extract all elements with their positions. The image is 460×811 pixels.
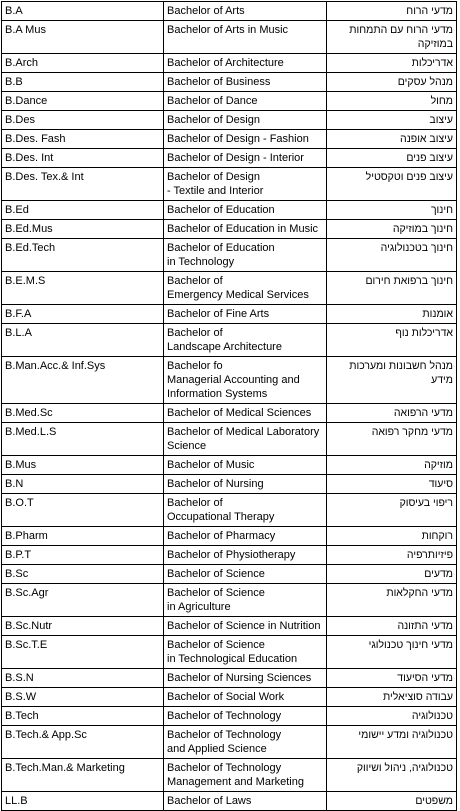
english-name-cell: Bachelor of Science <box>164 565 327 584</box>
english-name-cell: Bachelor of Fine Arts <box>164 305 327 324</box>
hebrew-name-cell: מדעי חינוך טכנולוגי <box>327 636 457 669</box>
english-name-cell: Bachelor of Technology and Applied Science <box>164 726 327 759</box>
table-row <box>2 92 457 111</box>
hebrew-name-cell: עבודה סוציאלית <box>327 688 457 707</box>
table-row <box>2 2 457 21</box>
table-row <box>2 357 457 404</box>
abbreviation-cell: B.Des. Int <box>2 149 164 168</box>
english-name-cell: Bachelor fo Managerial Accounting and Information Systems <box>164 357 327 404</box>
english-name-cell: Bachelor of Design <box>164 111 327 130</box>
table-row <box>2 792 457 811</box>
table-row <box>2 130 457 149</box>
hebrew-name-cell: מחול <box>327 92 457 111</box>
english-name-cell: Bachelor of Design - Interior <box>164 149 327 168</box>
table-row <box>2 239 457 272</box>
hebrew-name-cell: עיצוב פנים וטקסטיל <box>327 168 457 201</box>
english-name-cell: Bachelor of Technology Management and Marketing <box>164 759 327 792</box>
table-row <box>2 726 457 759</box>
abbreviation-cell: B.Sc.Nutr <box>2 617 164 636</box>
hebrew-name-cell: טכנולוגיה, ניהול ושיווק <box>327 759 457 792</box>
abbreviation-cell: B.Man.Acc.& Inf.Sys <box>2 357 164 404</box>
abbreviation-cell: B.Ed <box>2 201 164 220</box>
abbreviation-cell: B.Sc.Agr <box>2 584 164 617</box>
english-name-cell: Bachelor of Emergency Medical Services <box>164 272 327 305</box>
hebrew-name-cell: מוזיקה <box>327 456 457 475</box>
table-row <box>2 527 457 546</box>
abbreviation-cell: B.A <box>2 2 164 21</box>
hebrew-name-cell: אדריכלות <box>327 54 457 73</box>
table-row <box>2 669 457 688</box>
english-name-cell: Bachelor of Nursing Sciences <box>164 669 327 688</box>
abbreviation-cell: B.F.A <box>2 305 164 324</box>
hebrew-name-cell: עיצוב <box>327 111 457 130</box>
degrees-table-body <box>2 2 457 811</box>
abbreviation-cell: B.Med.Sc <box>2 404 164 423</box>
table-row <box>2 111 457 130</box>
hebrew-name-cell: טכנולוגיה ומדע יישומי <box>327 726 457 759</box>
abbreviation-cell: B.B <box>2 73 164 92</box>
english-name-cell: Bachelor of Science in Nutrition <box>164 617 327 636</box>
table-row <box>2 494 457 527</box>
english-name-cell: Bachelor of Medical Laboratory Science <box>164 423 327 456</box>
hebrew-name-cell: מדעי הסיעוד <box>327 669 457 688</box>
table-row <box>2 688 457 707</box>
english-name-cell: Bachelor of Architecture <box>164 54 327 73</box>
hebrew-name-cell: מדעי הרוח עם התמחות במוזיקה <box>327 21 457 54</box>
english-name-cell: Bachelor of Music <box>164 456 327 475</box>
degrees-table-container <box>1 1 457 811</box>
hebrew-name-cell: מדעי הרוח <box>327 2 457 21</box>
table-row <box>2 565 457 584</box>
abbreviation-cell: B.P.T <box>2 546 164 565</box>
english-name-cell: Bachelor of Science in Agriculture <box>164 584 327 617</box>
abbreviation-cell: B.Tech.& App.Sc <box>2 726 164 759</box>
table-row <box>2 707 457 726</box>
table-row <box>2 21 457 54</box>
abbreviation-cell: B.Sc <box>2 565 164 584</box>
table-row <box>2 305 457 324</box>
abbreviation-cell: B.E.M.S <box>2 272 164 305</box>
hebrew-name-cell: רוקחות <box>327 527 457 546</box>
english-name-cell: Bachelor of Business <box>164 73 327 92</box>
english-name-cell: Bachelor of Landscape Architecture <box>164 324 327 357</box>
hebrew-name-cell: טכנולוגיה <box>327 707 457 726</box>
abbreviation-cell: B.Arch <box>2 54 164 73</box>
hebrew-name-cell: משפטים <box>327 792 457 811</box>
hebrew-name-cell: פיזיותרפיה <box>327 546 457 565</box>
english-name-cell: Bachelor of Nursing <box>164 475 327 494</box>
english-name-cell: Bachelor of Education <box>164 201 327 220</box>
abbreviation-cell: B.Dance <box>2 92 164 111</box>
hebrew-name-cell: מדעי הרפואה <box>327 404 457 423</box>
table-row <box>2 423 457 456</box>
table-row <box>2 324 457 357</box>
english-name-cell: Bachelor of Arts in Music <box>164 21 327 54</box>
abbreviation-cell: B.O.T <box>2 494 164 527</box>
english-name-cell: Bachelor of Arts <box>164 2 327 21</box>
english-name-cell: Bachelor of Pharmacy <box>164 527 327 546</box>
english-name-cell: Bachelor of Occupational Therapy <box>164 494 327 527</box>
table-row <box>2 54 457 73</box>
hebrew-name-cell: אומנות <box>327 305 457 324</box>
table-row <box>2 617 457 636</box>
table-row <box>2 404 457 423</box>
table-row <box>2 220 457 239</box>
abbreviation-cell: B.S.W <box>2 688 164 707</box>
english-name-cell: Bachelor of Technology <box>164 707 327 726</box>
abbreviation-cell: B.Des. Tex.& Int <box>2 168 164 201</box>
hebrew-name-cell: ריפוי בעיסוק <box>327 494 457 527</box>
hebrew-name-cell: מדעי התזונה <box>327 617 457 636</box>
english-name-cell: Bachelor of Education in Music <box>164 220 327 239</box>
abbreviation-cell: B.Mus <box>2 456 164 475</box>
table-row <box>2 149 457 168</box>
table-row <box>2 475 457 494</box>
hebrew-name-cell: עיצוב אופנה <box>327 130 457 149</box>
hebrew-name-cell: מדעים <box>327 565 457 584</box>
table-row <box>2 584 457 617</box>
abbreviation-cell: B.Pharm <box>2 527 164 546</box>
english-name-cell: Bachelor of Education in Technology <box>164 239 327 272</box>
table-row <box>2 456 457 475</box>
table-row <box>2 546 457 565</box>
table-row <box>2 636 457 669</box>
english-name-cell: Bachelor of Design - Textile and Interior <box>164 168 327 201</box>
table-row <box>2 73 457 92</box>
hebrew-name-cell: מדעי החקלאות <box>327 584 457 617</box>
abbreviation-cell: B.Des <box>2 111 164 130</box>
hebrew-name-cell: מנהל עסקים <box>327 73 457 92</box>
hebrew-name-cell: חינוך במוזיקה <box>327 220 457 239</box>
abbreviation-cell: B.Sc.T.E <box>2 636 164 669</box>
english-name-cell: Bachelor of Design - Fashion <box>164 130 327 149</box>
hebrew-name-cell: עיצוב פנים <box>327 149 457 168</box>
english-name-cell: Bachelor of Laws <box>164 792 327 811</box>
abbreviation-cell: B.A Mus <box>2 21 164 54</box>
english-name-cell: Bachelor of Social Work <box>164 688 327 707</box>
abbreviation-cell: B.Tech.Man.& Marketing <box>2 759 164 792</box>
hebrew-name-cell: סיעוד <box>327 475 457 494</box>
hebrew-name-cell: חינוך <box>327 201 457 220</box>
abbreviation-cell: B.L.A <box>2 324 164 357</box>
abbreviation-cell: B.Ed.Mus <box>2 220 164 239</box>
degrees-table <box>1 1 457 811</box>
english-name-cell: Bachelor of Dance <box>164 92 327 111</box>
table-row <box>2 272 457 305</box>
abbreviation-cell: B.Tech <box>2 707 164 726</box>
hebrew-name-cell: חינוך ברפואת חירום <box>327 272 457 305</box>
hebrew-name-cell: אדריכלות נוף <box>327 324 457 357</box>
table-row <box>2 168 457 201</box>
abbreviation-cell: B.Med.L.S <box>2 423 164 456</box>
english-name-cell: Bachelor of Physiotherapy <box>164 546 327 565</box>
english-name-cell: Bachelor of Medical Sciences <box>164 404 327 423</box>
abbreviation-cell: B.Des. Fash <box>2 130 164 149</box>
hebrew-name-cell: מדעי מחקר רפואה <box>327 423 457 456</box>
abbreviation-cell: B.N <box>2 475 164 494</box>
abbreviation-cell: B.S.N <box>2 669 164 688</box>
hebrew-name-cell: חינוך בטכנולוגיה <box>327 239 457 272</box>
table-row <box>2 759 457 792</box>
table-row <box>2 201 457 220</box>
abbreviation-cell: B.Ed.Tech <box>2 239 164 272</box>
abbreviation-cell: LL.B <box>2 792 164 811</box>
english-name-cell: Bachelor of Science in Technological Education <box>164 636 327 669</box>
hebrew-name-cell: מנהל חשבונות ומערכות מידע <box>327 357 457 404</box>
